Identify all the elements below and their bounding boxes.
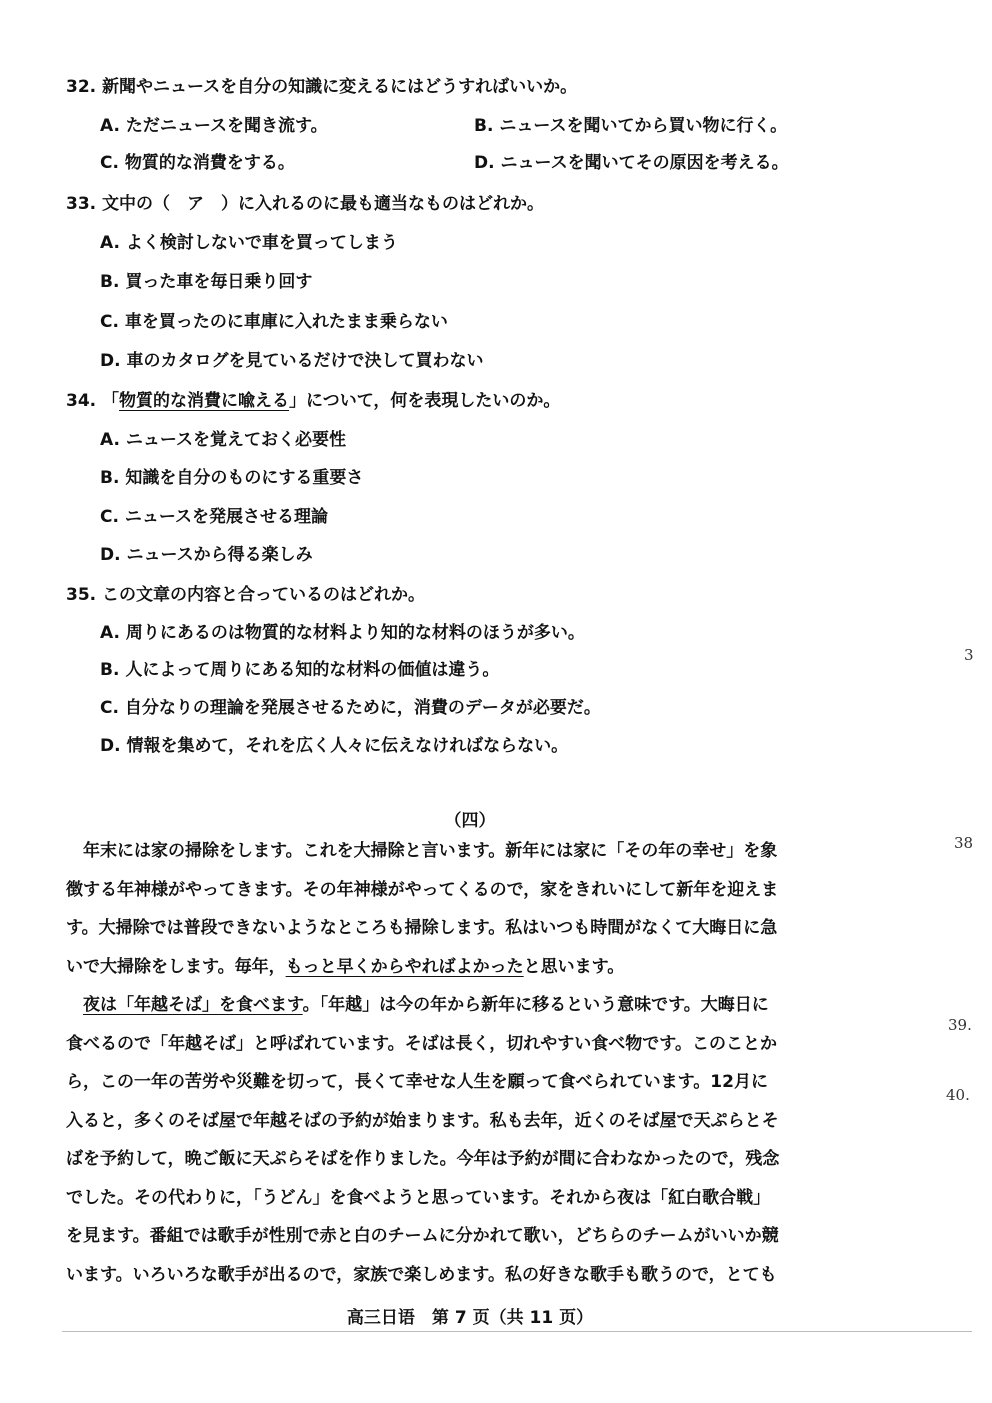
underlined-phrase-2: 夜は「年越そば」を食べます (83, 995, 303, 1015)
margin-number: 38 (954, 834, 974, 852)
passage-line: 年末には家の掃除をします。これを大掃除と言います。新年には家に「その年の幸せ」を象 (66, 841, 778, 861)
passage-line: 入ると，多くのそば屋で年越そばの予約が始まります。私も去年，近くのそば屋で天ぷらとそ (66, 1110, 779, 1131)
margin-number: 39. (948, 1016, 972, 1034)
question-35-option-c: C. 自分なりの理論を発展させるために，消費のデータが必要だ。 (100, 698, 601, 718)
underlined-phrase-1: もっと早くからやればよかった (285, 956, 524, 977)
page-footer: 高三日语 第 7 页（共 11 页） (346, 1308, 594, 1328)
question-33-stem: 33. 文中の（ ア ）に入れるのに最も適当なものはどれか。 (66, 194, 545, 214)
question-32-option-c: C. 物質的な消費をする。 (100, 153, 295, 173)
passage-line: ら，この一年の苦労や災難を切って，長くて幸せな人生を願って食べられています。12月に (66, 1072, 768, 1092)
section-title: （四） (444, 811, 496, 831)
passage-line: 食べるので「年越そば」と呼ばれています。そばは長く，切れやすい食べ物です。このことか (66, 1033, 777, 1054)
question-34-stem-prefix: 34. 「 (66, 391, 120, 411)
passage-line: でした。その代わりに，「うどん」を食べようと思っています。それから夜は「紅白歌合戦」 (66, 1187, 771, 1208)
question-35-option-b: B. 人によって周りにある知的な材料の価値は違う。 (100, 660, 500, 680)
question-33-option-b: B. 買った車を毎日乗り回す (100, 272, 313, 292)
question-33-option-d: D. 車のカタログを見ているだけで決して買わない (100, 351, 484, 371)
passage-line: す。大掃除では普段できないようなところも掃除します。私はいつも時間がなくて大晦日に急 (66, 918, 778, 938)
question-35-option-d: D. 情報を集めて，それを広く人々に伝えなければならない。 (100, 736, 569, 756)
passage-line-suffix: と思います。 (523, 956, 625, 977)
question-34-option-a: A. ニュースを覚えておく必要性 (100, 430, 346, 450)
question-32-option-a: A. ただニュースを聞き流す。 (100, 116, 328, 136)
passage-line: 徴する年神様がやってきます。その年神様がやってくるので，家をきれいにして新年を迎えま (66, 879, 779, 900)
bottom-divider (62, 1331, 972, 1332)
question-34-stem (66, 386, 560, 411)
margin-number: 3 (964, 646, 974, 664)
passage-line: を見ます。番組では歌手が性別で赤と白のチームに分かれて歌い，どちらのチームがいいか競 (66, 1226, 779, 1246)
question-34-stem-suffix: 」について，何を表現したいのか。 (289, 391, 561, 411)
question-34-option-d: D. ニュースから得る楽しみ (100, 545, 313, 565)
question-34-option-c: C. ニュースを発展させる理論 (100, 507, 329, 527)
question-35-stem: 35. この文章の内容と合っているのはどれか。 (66, 585, 426, 605)
question-32-option-d: D. ニュースを聞いてその原因を考える。 (474, 153, 789, 173)
question-32-stem: 32. 新聞やニュースを自分の知識に変えるにはどうすればいいか。 (66, 77, 578, 97)
passage-line-suffix: 。「年越」は今の年から新年に移るという意味です。大晦日に (302, 995, 769, 1015)
question-33-option-a: A. よく検討しないで車を買ってしまう (100, 233, 398, 253)
margin-number: 40. (946, 1086, 970, 1104)
passage-line: います。いろいろな歌手が出るので，家族で楽しめます。私の好きな歌手も歌うので，とても (66, 1264, 777, 1285)
passage-line (66, 948, 866, 987)
passage-line-prefix: いで大掃除をします。毎年， (66, 956, 286, 977)
passage-line: ばを予約して，晩ご飯に天ぷらそばを作りました。今年は予約が間に合わなかったので，残念 (66, 1149, 780, 1169)
reading-passage (66, 832, 866, 1294)
question-33-option-c: C. 車を買ったのに車庫に入れたまま乗らない (100, 312, 448, 332)
passage-line (66, 986, 866, 1025)
question-34-option-b: B. 知識を自分のものにする重要さ (100, 468, 364, 488)
question-34-underlined-phrase: 物質的な消費に喩える (119, 391, 290, 411)
question-35-option-a: A. 周りにあるのは物質的な材料より知的な材料のほうが多い。 (100, 623, 585, 643)
question-32-option-b: B. ニュースを聞いてから買い物に行く。 (474, 116, 788, 136)
